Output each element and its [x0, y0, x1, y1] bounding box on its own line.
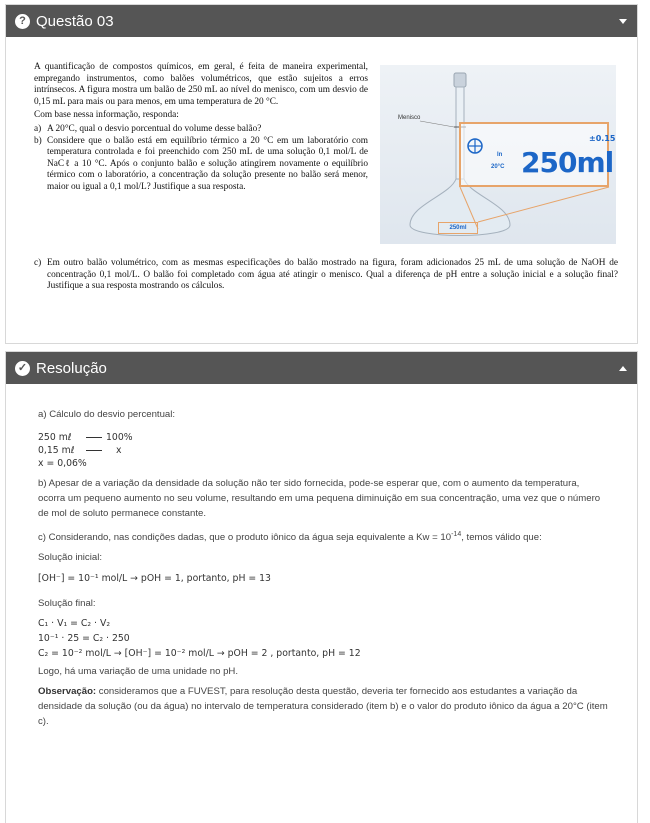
tolerance-label: ±0.15	[589, 134, 616, 143]
final-eq-2: 10⁻¹ · 25 = C₂ · 250	[38, 633, 130, 645]
proportion-dash-2	[86, 450, 102, 451]
item-c-text: Em outro balão volumétrico, com as mesmas especificações do balão mostrado na figura, foram adicionados 25 mL de uma solução de NaOH de concentração 0,1 mol/L. O balão foi completado com água até atingir o menisco. Qual a diferença de pH entre a solução inicial e a solução final? Justifique a sua resposta mostrando os cálculos.	[47, 258, 618, 292]
question-header[interactable]	[6, 5, 637, 37]
proportion-left-1: 250 mℓ	[38, 432, 72, 443]
in-label: In	[497, 152, 503, 158]
proportion-line-1	[38, 431, 608, 444]
c-exponent: -14	[451, 531, 462, 538]
c-text-start: c) Considerando, nas condições dadas, que o produto iônico da água seja equivalente a Kw = 10	[38, 532, 452, 544]
observation	[38, 684, 608, 729]
proportion-line-2	[38, 444, 608, 457]
item-a	[34, 124, 368, 136]
item-b-text: Considere que o balão está em equilíbrio térmico a 20 °C em um laboratório com temperatura controlada e foi preenchido com 250 mL de uma solução 0,1 mol/L de NaCℓ a 10 °C. Após o conjunto balão e solução atingirem novamente o equilíbrio térmico com o laboratório, a concentração da solução presente no balão será menor, maior ou igual a 0,1 mol/L? Justifique a sua resposta.	[47, 135, 368, 192]
item-b	[34, 136, 368, 194]
chevron-up-icon[interactable]	[619, 366, 627, 371]
obs-label: Observação:	[38, 686, 97, 698]
question-icon: ?	[15, 14, 30, 29]
item-a-text: A 20°C, qual o desvio porcentual do volume desse balão?	[47, 123, 262, 134]
b-text: b) Apesar de a variação da densidade da solução não ter sido fornecida, pode-se esperar que, com o aumento da temperatura, ocorra um pequeno aumento no seu volume, resultando em uma pequena diminuição em sua concentração, uma vez que o número de mol de soluto permanece constante.	[38, 478, 601, 519]
item-a-label: a)	[34, 123, 42, 134]
obs-text: consideramos que a FUVEST, para resolução desta questão, deveria ter fornecido aos estudantes a variação da densidade da solução (ou da água) no intervalo de temperatura considerado (item b) e o valor do produto iônico da água a 20°C (item c).	[38, 686, 608, 728]
a-result: x = 0,06%	[38, 458, 87, 469]
proportion-left-2: 0,15 mℓ	[38, 445, 75, 456]
initial-label: Solução inicial:	[38, 552, 102, 564]
final-label: Solução final:	[38, 598, 96, 610]
check-circle-icon: ✓	[15, 361, 30, 376]
question-prompt: Com base nessa informação, responda:	[34, 110, 179, 121]
final-eq-3: C₂ = 10⁻² mol/L → [OH⁻] = 10⁻² mol/L → pOH = 2 , portanto, pH = 12	[38, 648, 361, 660]
proportion-dash-1	[86, 437, 102, 438]
final-eq-1: C₁ · V₁ = C₂ · V₂	[38, 618, 111, 630]
label-zoom-box	[459, 122, 616, 187]
item-b-label: b)	[34, 135, 42, 146]
question-intro: A quantificação de compostos químicos, em geral, é feita de maneira experimental, empregando instrumentos, como balões volumétricos, que estão sujeitos a erros intrínsecos. A figura mostra um balão de 250 mL ao nível do menisco, com um desvio de 0,15 mL para mais ou para menos, em uma temperatura de 20 °C.	[34, 62, 368, 107]
initial-eq: [OH⁻] = 10⁻¹ mol/L → pOH = 1, portanto, pH = 13	[38, 573, 271, 585]
question-title: Questão 03	[36, 12, 114, 30]
c-text	[38, 527, 608, 545]
proportion-right-2: x	[116, 445, 122, 456]
proportion-right-1: 100%	[106, 432, 133, 443]
volume-label: 250ml	[521, 146, 614, 179]
resolution-title: Resolução	[36, 359, 107, 377]
item-c-label: c)	[34, 258, 42, 268]
resolution-header[interactable]	[6, 352, 637, 384]
crosshair-icon	[465, 136, 485, 156]
resolution-body	[38, 408, 608, 729]
item-c	[34, 258, 618, 293]
question-body	[34, 62, 368, 194]
flask-figure	[380, 65, 616, 244]
a-heading: a) Cálculo do desvio percentual:	[38, 409, 176, 420]
conclusion: Logo, há uma variação de uma unidade no pH.	[38, 666, 239, 678]
temp-label: 20°C	[491, 164, 505, 170]
menisco-label: Menisco	[398, 115, 421, 121]
flask-small-label: 250ml	[438, 222, 478, 234]
chevron-down-icon[interactable]	[619, 19, 627, 24]
c-text-end: , temos válido que:	[461, 532, 542, 544]
